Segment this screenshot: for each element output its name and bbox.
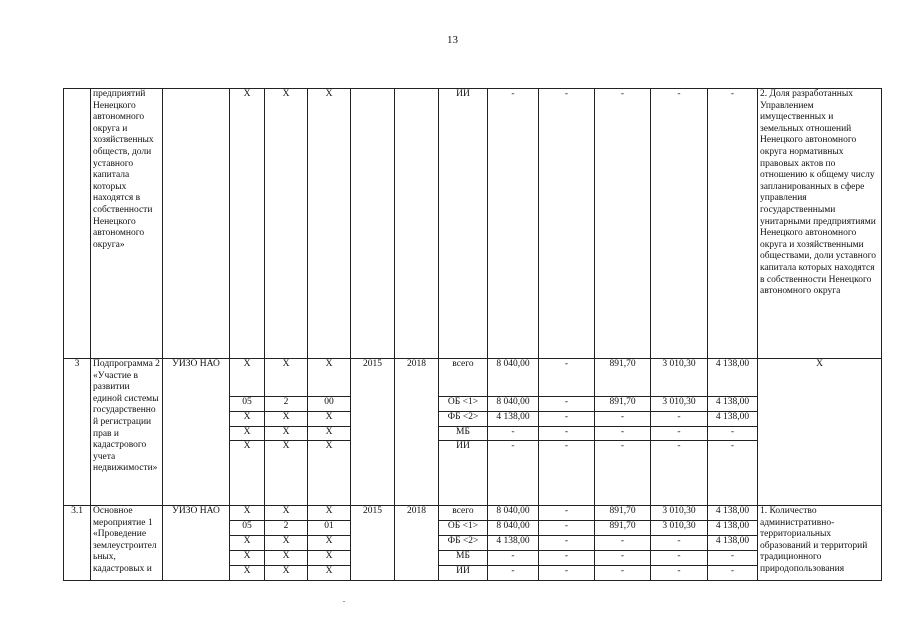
amount-cell: - [539,397,595,412]
amount-cell: - [708,551,758,566]
scan-speck [343,601,345,602]
executor-cell [163,89,230,359]
code-cell: Х [230,359,265,397]
code-cell: Х [230,427,265,441]
code-cell: Х [308,506,351,521]
funding-source-cell: МБ [439,427,488,441]
table-row [64,359,882,397]
code-cell: Х [230,566,265,581]
end-year-cell [395,89,439,359]
code-cell: Х [265,536,308,551]
page-number: 13 [447,34,458,46]
code-cell: 2 [265,397,308,412]
funding-source-cell: ИИ [439,89,488,359]
table-row [64,89,882,359]
amount-cell: - [539,566,595,581]
code-cell: Х [308,441,351,506]
amount-cell: - [488,441,539,506]
start-year-cell: 2015 [351,359,395,506]
row-number-cell: 3.1 [64,506,91,581]
table-row [64,506,882,521]
code-cell: 2 [265,521,308,536]
row-number-cell [64,89,91,359]
start-year-cell: 2015 [351,506,395,581]
activity-name-cell: предприятий Ненецкого автономного округа и хозяйственных обществ, доли уставного капитала которых находятся в собственности Ненецкого автономного округа» [91,89,163,359]
amount-cell: - [488,551,539,566]
funding-source-cell: всего [439,359,488,397]
amount-cell: 4 138,00 [708,521,758,536]
amount-cell: - [539,89,595,359]
code-cell: 00 [308,397,351,412]
funding-source-cell: ФБ <2> [439,412,488,427]
code-cell: Х [230,441,265,506]
amount-cell: 3 010,30 [651,521,708,536]
amount-cell: - [539,441,595,506]
code-cell: Х [265,551,308,566]
amount-cell: - [595,536,651,551]
amount-cell: - [595,427,651,441]
code-cell: Х [308,427,351,441]
amount-cell: 3 010,30 [651,397,708,412]
amount-cell: - [651,427,708,441]
row-number-cell: 3 [64,359,91,506]
amount-cell: - [595,412,651,427]
indicator-cell: 2. Доля разработанных Управлением имущественных и земельных отношений Ненецкого автономного округа нормативных правовых актов по отношению к общему числу запланированных в сфере управления государственными унитарными предприятиями Ненецкого автономного округа и хозяйственными обществами, доли уставного капитала которых находятся в собственности Ненецкого автономного округа [758,89,882,359]
amount-cell: 3 010,30 [651,506,708,521]
end-year-cell: 2018 [395,359,439,506]
amount-cell: - [539,536,595,551]
code-cell: Х [230,551,265,566]
amount-cell: 8 040,00 [488,397,539,412]
code-cell: 01 [308,521,351,536]
funding-source-cell: ОБ <1> [439,397,488,412]
amount-cell: - [651,551,708,566]
activity-name-cell: Подпрограмма 2 «Участие в развитии единой системы государственной регистрации прав и кадастрового учета недвижимости» [91,359,163,506]
amount-cell: - [488,427,539,441]
amount-cell: 891,70 [595,521,651,536]
amount-cell: - [539,551,595,566]
funding-source-cell: ФБ <2> [439,536,488,551]
amount-cell: - [595,551,651,566]
amount-cell: 8 040,00 [488,359,539,397]
amount-cell: - [708,441,758,506]
funding-source-cell: ОБ <1> [439,521,488,536]
executor-cell: УИЗО НАО [163,506,230,581]
end-year-cell: 2018 [395,506,439,581]
code-cell: Х [308,412,351,427]
funding-source-cell: ИИ [439,441,488,506]
amount-cell: - [539,412,595,427]
amount-cell: 8 040,00 [488,506,539,521]
code-cell: Х [308,551,351,566]
amount-cell: - [595,441,651,506]
code-cell: Х [230,89,265,359]
amount-cell: 4 138,00 [488,412,539,427]
amount-cell: - [651,566,708,581]
amount-cell: 891,70 [595,359,651,397]
amount-cell: 4 138,00 [708,397,758,412]
amount-cell: - [488,566,539,581]
indicator-cell: 1. Количество административно-территориальных образований и территорий традиционного природопользования [758,506,882,581]
amount-cell: - [539,521,595,536]
code-cell: Х [265,427,308,441]
amount-cell: 3 010,30 [651,359,708,397]
code-cell: Х [308,89,351,359]
amount-cell: - [708,89,758,359]
amount-cell: 4 138,00 [708,359,758,397]
code-cell: Х [230,536,265,551]
code-cell: Х [265,566,308,581]
code-cell: 05 [230,521,265,536]
code-cell: Х [308,566,351,581]
amount-cell: - [539,359,595,397]
code-cell: Х [265,441,308,506]
amount-cell: 4 138,00 [708,536,758,551]
code-cell: Х [230,412,265,427]
amount-cell: 4 138,00 [708,506,758,521]
funding-source-cell: МБ [439,551,488,566]
executor-cell: УИЗО НАО [163,359,230,506]
amount-cell: - [595,89,651,359]
code-cell: Х [265,359,308,397]
funding-source-cell: всего [439,506,488,521]
funding-source-cell: ИИ [439,566,488,581]
code-cell: Х [308,536,351,551]
amount-cell: 891,70 [595,397,651,412]
amount-cell: - [539,506,595,521]
code-cell: 05 [230,397,265,412]
amount-cell: 4 138,00 [708,412,758,427]
program-table [63,88,882,581]
amount-cell: - [595,566,651,581]
code-cell: Х [265,89,308,359]
amount-cell: - [708,427,758,441]
amount-cell: - [651,536,708,551]
indicator-cell: Х [758,359,882,506]
amount-cell: 4 138,00 [488,536,539,551]
activity-name-cell: Основное мероприятие 1 «Проведение землеустроительных, кадастровых и [91,506,163,581]
code-cell: Х [230,506,265,521]
code-cell: Х [265,412,308,427]
amount-cell: 8 040,00 [488,521,539,536]
code-cell: Х [265,506,308,521]
code-cell: Х [308,359,351,397]
amount-cell: - [539,427,595,441]
amount-cell: - [651,412,708,427]
amount-cell: - [708,566,758,581]
amount-cell: - [488,89,539,359]
amount-cell: - [651,441,708,506]
amount-cell: 891,70 [595,506,651,521]
start-year-cell [351,89,395,359]
amount-cell: - [651,89,708,359]
